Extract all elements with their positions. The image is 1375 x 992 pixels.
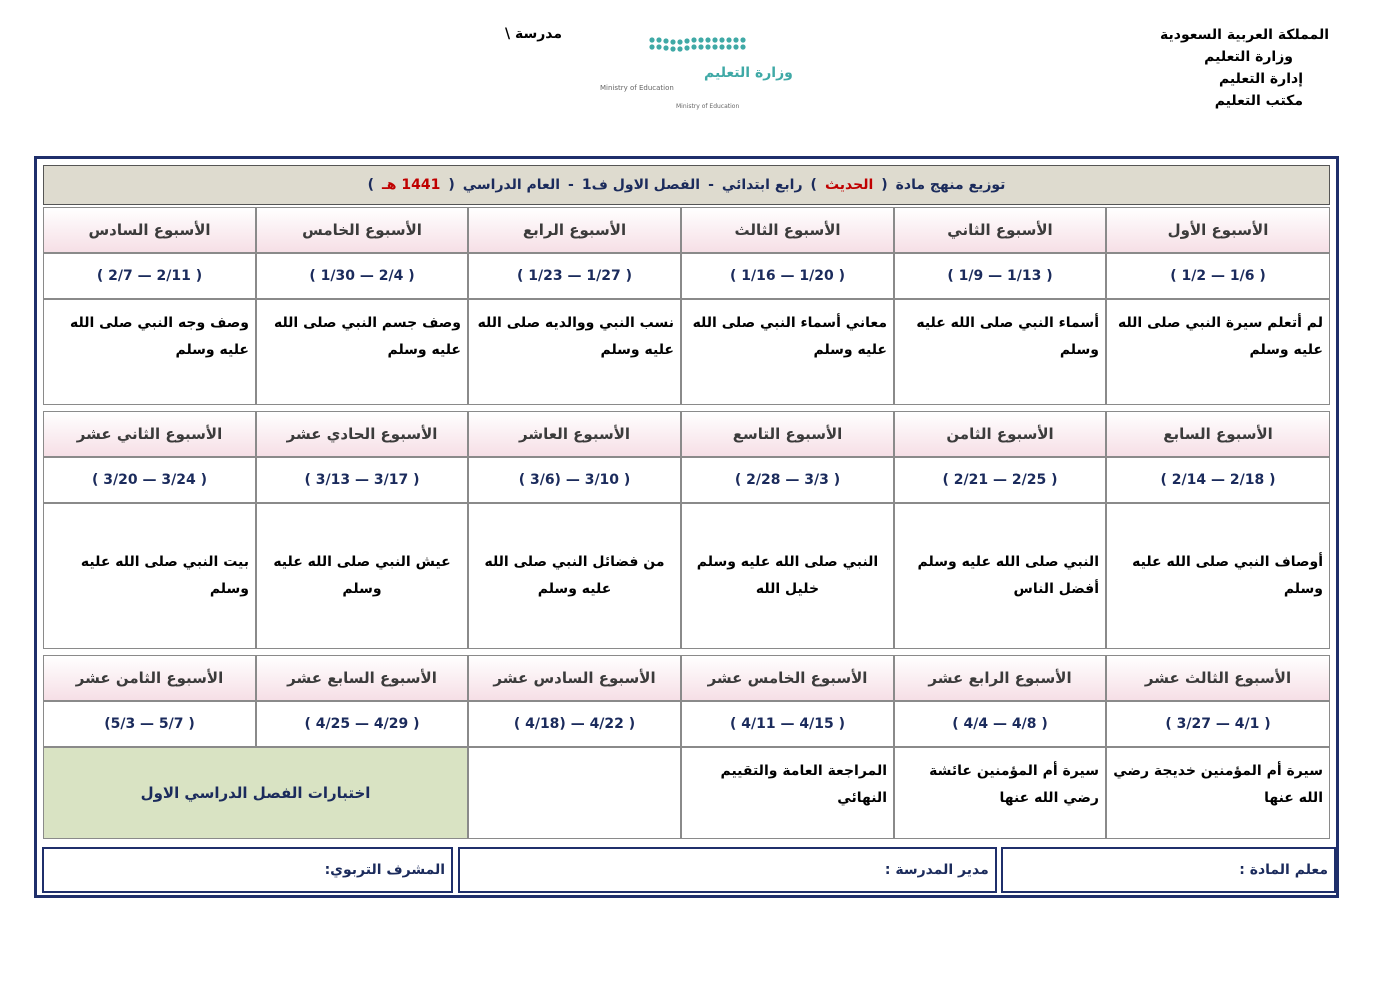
week-dates: ( 4/4 — 4/8 ): [894, 701, 1106, 747]
lesson-topic: أسماء النبي صلى الله عليه وسلم: [894, 299, 1106, 405]
week-header: الأسبوع الرابع: [468, 207, 681, 253]
week-header: الأسبوع السابع عشر: [256, 655, 468, 701]
plan-title: توزيع منهج مادة ( الحديث ) رابع ابتدائي - الفصل الاول ف1 - العام الدراسي ( 1441 هـ ): [43, 165, 1330, 205]
lesson-topic: سيرة أم المؤمنين خديجة رضي الله عنها: [1106, 747, 1330, 839]
week-header: الأسبوع السادس عشر: [468, 655, 681, 701]
week-header: الأسبوع الخامس: [256, 207, 468, 253]
lesson-topic: بيت النبي صلى الله عليه وسلم: [43, 503, 256, 649]
lesson-topic: نسب النبي ووالديه صلى الله عليه وسلم: [468, 299, 681, 405]
lesson-topic: النبي صلى الله عليه وسلم أفضل الناس: [894, 503, 1106, 649]
weeks-block-3: [43, 655, 1330, 839]
school-label: مدرسة \: [505, 26, 563, 42]
administration-label: إدارة التعليم: [1218, 71, 1303, 87]
week-header: الأسبوع الثامن عشر: [43, 655, 256, 701]
week-header: الأسبوع الثالث: [681, 207, 894, 253]
lesson-topic: معاني أسماء النبي صلى الله عليه وسلم: [681, 299, 894, 405]
week-dates: ( 3/13 — 3/17 ): [256, 457, 468, 503]
teacher-signature: معلم المادة :: [1001, 847, 1336, 893]
lesson-topic: أوصاف النبي صلى الله عليه وسلم: [1106, 503, 1330, 649]
week-header: الأسبوع الثالث عشر: [1106, 655, 1330, 701]
week-header: الأسبوع التاسع: [681, 411, 894, 457]
plan-frame: [34, 156, 1339, 898]
lesson-topic: وصف جسم النبي صلى الله عليه وسلم: [256, 299, 468, 405]
week-dates: ( 4/18) — 4/22 ): [468, 701, 681, 747]
lesson-topic: النبي صلى الله عليه وسلم خليل الله: [681, 503, 894, 649]
ministry-logo: [596, 30, 793, 112]
week-header: الأسبوع السادس: [43, 207, 256, 253]
week-dates: ( 1/16 — 1/20 ): [681, 253, 894, 299]
subject-name: الحديث: [824, 177, 874, 193]
week-dates: ( 4/25 — 4/29 ): [256, 701, 468, 747]
kingdom-label: المملكة العربية السعودية: [1160, 27, 1329, 43]
week-header: الأسبوع الثاني عشر: [43, 411, 256, 457]
logo-text-en: Ministry of Education: [600, 84, 674, 92]
week-dates: ( 2/21 — 2/25 ): [894, 457, 1106, 503]
week-dates: ( 1/2 — 1/6 ): [1106, 253, 1330, 299]
week-dates: (5/3 — 5/7 ): [43, 701, 256, 747]
signatures-row: [37, 847, 1336, 895]
week-dates: ( 3/27 — 4/1 ): [1106, 701, 1330, 747]
ministry-label: وزارة التعليم: [1204, 49, 1293, 65]
exams-cell: اختبارات الفصل الدراسي الاول: [43, 747, 468, 839]
week-dates: ( 2/14 — 2/18 ): [1106, 457, 1330, 503]
week-dates: ( 3/20 — 3/24 ): [43, 457, 256, 503]
week-header: الأسبوع الأول: [1106, 207, 1330, 253]
week-header: الأسبوع الخامس عشر: [681, 655, 894, 701]
logo-text-en-2: Ministry of Education: [676, 103, 740, 110]
letterhead: [1089, 24, 1329, 112]
lesson-topic: وصف وجه النبي صلى الله عليه وسلم: [43, 299, 256, 405]
week-header: الأسبوع الثاني: [894, 207, 1106, 253]
hijri-year: 1441 هـ: [381, 177, 441, 193]
lesson-topic: عيش النبي صلى الله عليه وسلم: [256, 503, 468, 649]
logo-text-ar: وزارة التعليم: [704, 65, 793, 81]
lesson-topic: [468, 747, 681, 839]
week-dates: ( 4/11 — 4/15 ): [681, 701, 894, 747]
week-dates: ( 1/23 — 1/27 ): [468, 253, 681, 299]
lesson-topic: المراجعة العامة والتقييم النهائي: [681, 747, 894, 839]
week-dates: ( 2/28 — 3/3 ): [681, 457, 894, 503]
weeks-block-2: [43, 411, 1330, 649]
week-header: الأسبوع الثامن: [894, 411, 1106, 457]
week-dates: ( 1/9 — 1/13 ): [894, 253, 1106, 299]
week-header: الأسبوع العاشر: [468, 411, 681, 457]
week-header: الأسبوع الحادي عشر: [256, 411, 468, 457]
week-header: الأسبوع السابع: [1106, 411, 1330, 457]
week-dates: ( 1/30 — 2/4 ): [256, 253, 468, 299]
lesson-topic: من فضائل النبي صلى الله عليه وسلم: [468, 503, 681, 649]
week-dates: ( 3/6) — 3/10 ): [468, 457, 681, 503]
office-label: مكتب التعليم: [1214, 93, 1303, 109]
lesson-topic: سيرة أم المؤمنين عائشة رضي الله عنها: [894, 747, 1106, 839]
principal-signature: مدير المدرسة :: [458, 847, 997, 893]
weeks-block-1: [43, 207, 1330, 405]
week-dates: ( 2/7 — 2/11 ): [43, 253, 256, 299]
lesson-topic: لم أتعلم سيرة النبي صلى الله عليه وسلم: [1106, 299, 1330, 405]
supervisor-signature: المشرف التربوي:: [42, 847, 453, 893]
week-header: الأسبوع الرابع عشر: [894, 655, 1106, 701]
